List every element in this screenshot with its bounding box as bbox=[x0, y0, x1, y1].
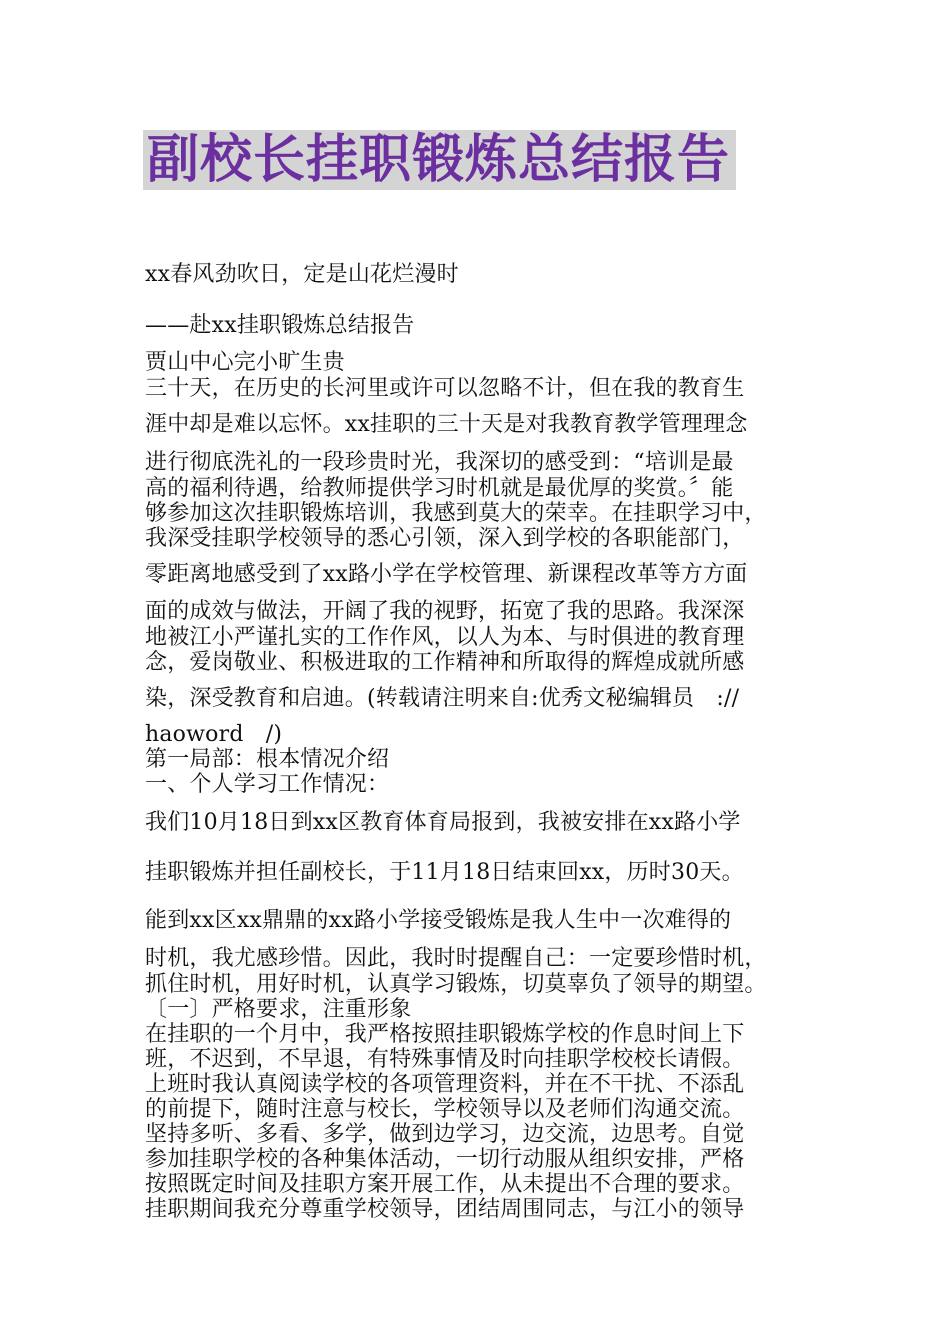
body-line: 进行彻底洗礼的一段珍贵时光，我深切的感受到：“培训是最 bbox=[145, 450, 734, 475]
body-line: 坚持多听、多看、多学，做到边学习，边交流，边思考。自觉 bbox=[145, 1122, 745, 1147]
document-title: 副校长挂职锻炼总结报告 bbox=[143, 130, 736, 190]
body-line: 在挂职的一个月中，我严格按照挂职锻炼学校的作息时间上下 bbox=[145, 1022, 745, 1047]
body-line: 地被江小严谨扎实的工作作风，以人为本、与时俱进的教育理 bbox=[145, 625, 745, 650]
body-line: 的前提下，随时注意与校长，学校领导以及老师们沟通交流。 bbox=[145, 1097, 745, 1122]
body-line: 面的成效与做法，开阔了我的视野，拓宽了我的思路。我深深 bbox=[145, 599, 745, 624]
body-line: 念，爱岗敬业、积极进取的工作精神和所取得的辉煌成就所感 bbox=[145, 650, 745, 675]
body-line: 参加挂职学校的各种集体活动，一切行动服从组织安排，严格 bbox=[145, 1147, 745, 1172]
author-line: 贾山中心完小旷生贵 bbox=[145, 350, 345, 375]
section-heading: 一、个人学习工作情况： bbox=[145, 772, 390, 797]
body-line: 能到xx区xx鼎鼎的xx路小学接受锻炼是我人生中一次难得的 bbox=[145, 908, 732, 933]
body-line: 涯中却是难以忘怀。xx挂职的三十天是对我教育教学管理理念 bbox=[145, 412, 748, 437]
body-line: 时机，我尤感珍惜。因此，我时时提醒自己：一定要珍惜时机， bbox=[145, 946, 767, 971]
subtitle-line: ——赴xx挂职锻炼总结报告 bbox=[145, 313, 415, 338]
body-line: 按照既定时间及挂职方案开展工作，从未提出不合理的要求。 bbox=[145, 1172, 745, 1197]
body-line: 我们10月18日到xx区教育体育局报到，我被安排在xx路小学 bbox=[145, 810, 741, 835]
body-line: haoword /) bbox=[145, 722, 283, 747]
body-line: 我深受挂职学校领导的悉心引领，深入到学校的各职能部门， bbox=[145, 526, 745, 551]
body-line: 够参加这次挂职锻炼培训，我感到莫大的荣幸。在挂职学习中， bbox=[145, 501, 767, 526]
section-heading: 第一局部：根本情况介绍 bbox=[145, 747, 390, 772]
body-line: 高的福利待遇，给教师提供学习时机就是最优厚的奖赏。〞能 bbox=[145, 476, 734, 501]
body-line: 零距离地感受到了xx路小学在学校管理、新课程改革等方方面 bbox=[145, 562, 748, 587]
subsection-heading: 〔一〕严格要求，注重形象 bbox=[145, 997, 412, 1022]
body-line: 挂职锻炼并担任副校长，于11月18日结束回xx，历时30天。 bbox=[145, 860, 744, 885]
subtitle-line: xx春风劲吹日，定是山花烂漫时 bbox=[145, 262, 459, 287]
body-line: 上班时我认真阅读学校的各项管理资料，并在不干扰、不添乱 bbox=[145, 1072, 745, 1097]
body-line: 染，深受教育和启迪。(转载请注明来自:优秀文秘编辑员 :// bbox=[145, 686, 740, 711]
body-line: 挂职期间我充分尊重学校领导，团结周围同志，与江小的领导 bbox=[145, 1197, 745, 1222]
body-line: 班，不迟到，不早退，有特殊事情及时向挂职学校校长请假。 bbox=[145, 1047, 745, 1072]
body-line: 抓住时机，用好时机，认真学习锻炼，切莫辜负了领导的期望。 bbox=[145, 972, 767, 997]
body-line: 三十天，在历史的长河里或许可以忽略不计，但在我的教育生 bbox=[145, 376, 745, 401]
